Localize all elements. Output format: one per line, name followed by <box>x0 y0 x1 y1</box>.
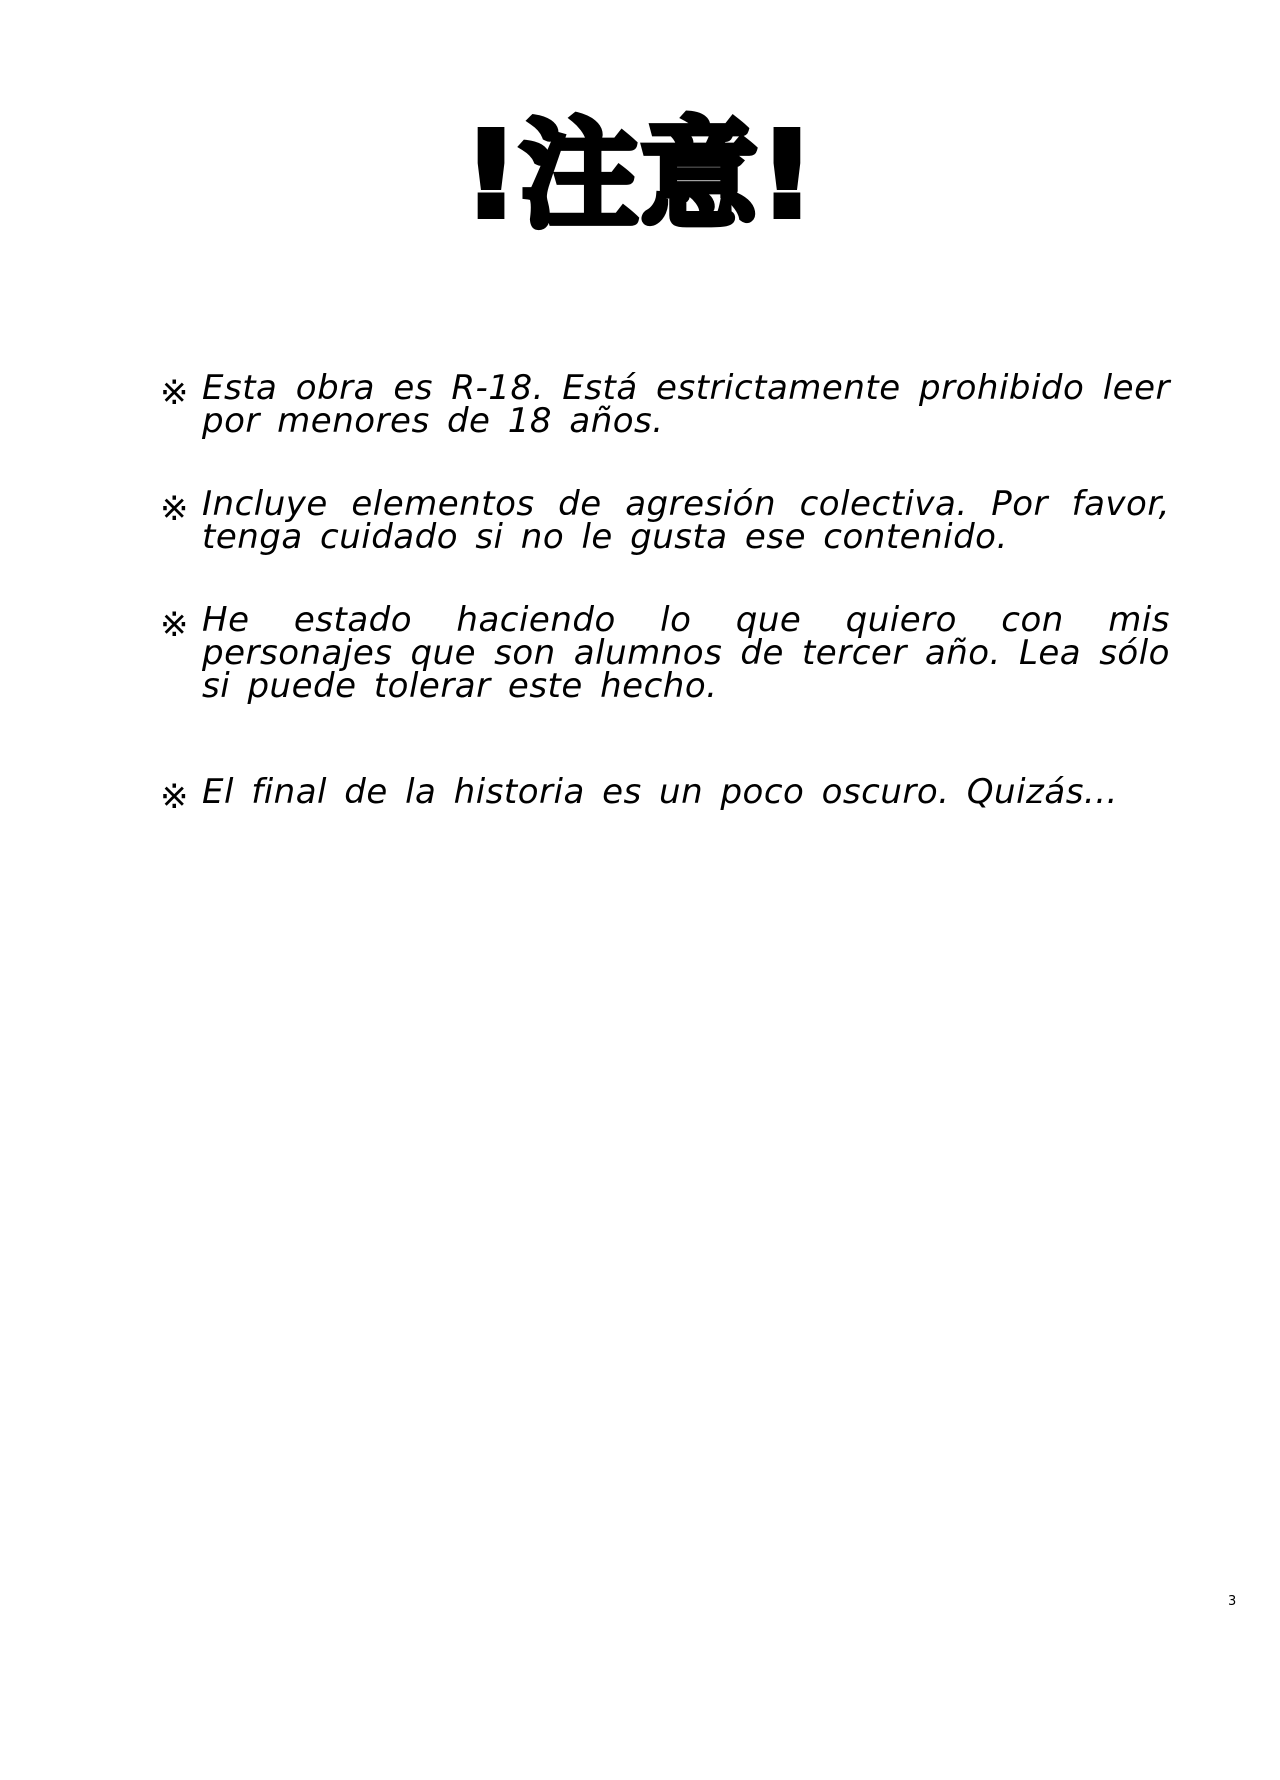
reference-mark-icon: ※ <box>160 605 189 645</box>
notice-item <box>160 368 1170 441</box>
notice-list <box>160 368 1170 817</box>
reference-mark-icon: ※ <box>160 489 189 529</box>
notice-text: El final de la historia es un poco oscuro. Quizás... <box>202 772 1118 812</box>
warning-title-block <box>0 106 1280 244</box>
warning-title: !注意! <box>464 106 816 244</box>
reference-mark-icon: ※ <box>160 777 189 817</box>
page-number: 3 <box>1228 1594 1237 1609</box>
notice-item <box>160 772 1170 817</box>
notice-text: Esta obra es R-18. Está estrictamente prohibido leer por menores de 18 años. <box>202 368 1170 441</box>
notice-item <box>160 484 1170 557</box>
notice-item <box>160 600 1170 706</box>
notice-text: He estado haciendo lo que quiero con mis personajes que son alumnos de tercer año. Lea sólo si puede tolerar este hecho. <box>202 600 1170 706</box>
notice-text: Incluye elementos de agresión colectiva. Por favor, tenga cuidado si no le gusta ese contenido. <box>202 484 1170 557</box>
reference-mark-icon: ※ <box>160 373 189 413</box>
